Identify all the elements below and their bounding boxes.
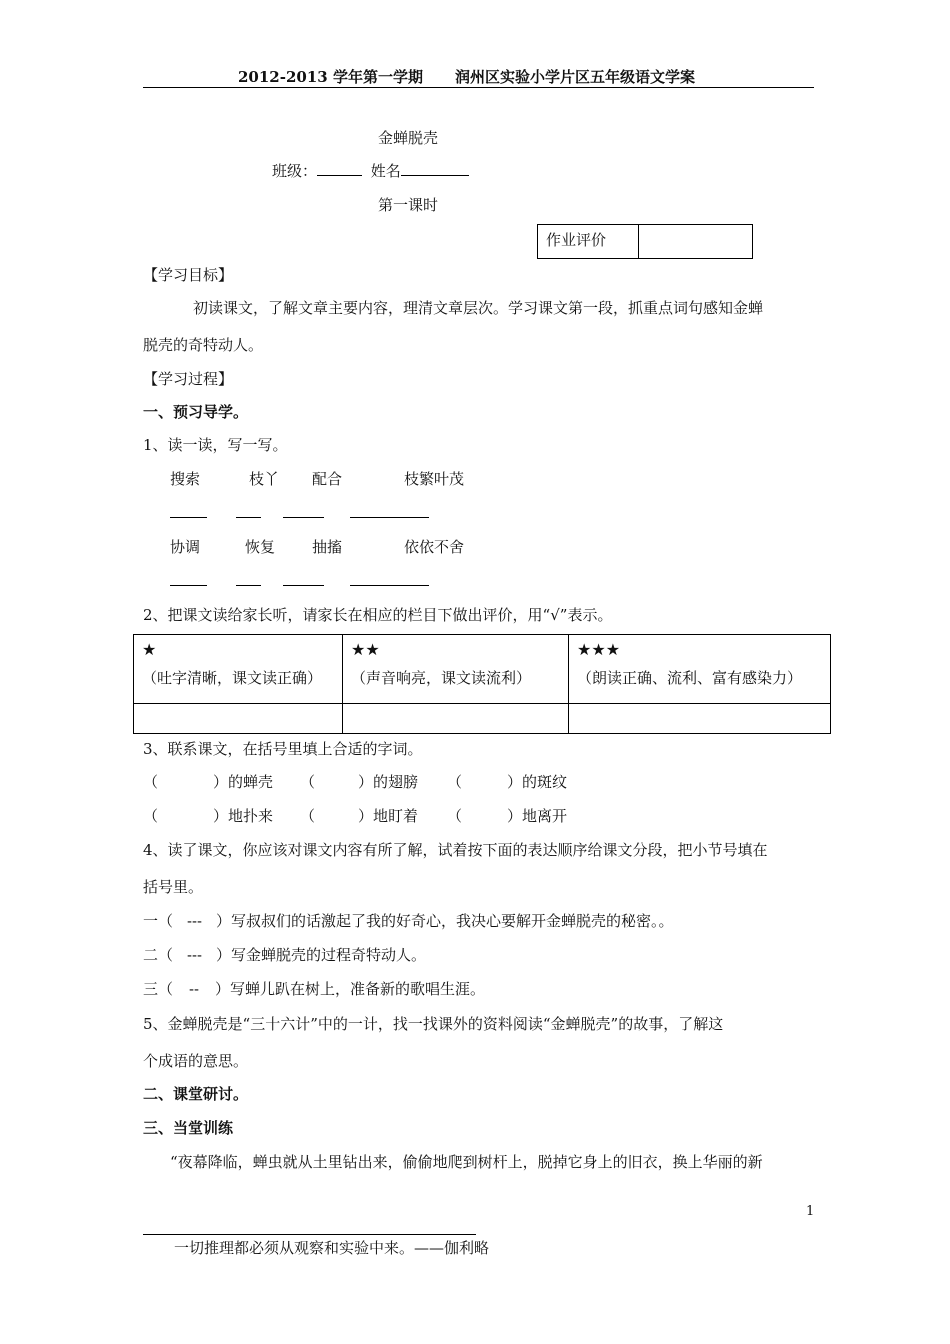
rating-cell-3[interactable] (569, 703, 831, 733)
rating-desc-2: （声音响亮，课文读流利） (351, 669, 532, 687)
word-item: 依依不舍 (404, 538, 465, 556)
fill-item: ）地盯着 (358, 807, 419, 825)
word-item: 搜索 (170, 470, 201, 488)
goals-heading: 【学习目标】 (143, 266, 234, 284)
part-text: 写蝉儿趴在树上，准备新的歌唱生涯。 (230, 980, 486, 998)
fill-item: ）的翅膀 (358, 773, 419, 791)
fill-open-paren: （ (300, 773, 316, 791)
question-2: 2、把课文读给家长听，请家长在相应的栏目下做出评价，用“√”表示。 (143, 606, 613, 624)
rating-header-3 (569, 635, 831, 704)
rating-table (133, 634, 831, 734)
section-practice: 三、当堂训练 (143, 1119, 234, 1137)
fill-open-paren: （ (300, 807, 316, 825)
lesson-label: 第一课时 (378, 196, 439, 214)
page-number: 1 (806, 1204, 815, 1219)
part-close: ） (216, 946, 232, 964)
word-item: 配合 (312, 470, 343, 488)
part-3 (143, 978, 485, 999)
class-blank[interactable] (317, 161, 362, 176)
part-text: 写叔叔们的话激起了我的好奇心，我决心要解开金蝉脱壳的秘密。。 (231, 912, 674, 930)
goals-text-2: 脱壳的奇特动人。 (143, 336, 264, 354)
rating-cell-2[interactable] (343, 703, 569, 733)
question-1: 1、读一读，写一写。 (143, 436, 288, 454)
header-term: 2012-2013 学年第一学期 (238, 68, 423, 86)
question-5-line-1: 5、金蝉脱壳是“三十六计”中的一计，找一找课外的资料阅读“金蝉脱壳”的故事，了解这 (143, 1015, 724, 1033)
homework-eval-cell[interactable] (639, 225, 752, 258)
section-preview: 一、预习导学。 (143, 403, 249, 421)
header-school: 润州区实验小学片区五年级语文学案 (455, 68, 696, 86)
write-blank[interactable] (170, 517, 207, 518)
fill-open-paren: （ (447, 773, 463, 791)
word-item: 枝繁叶茂 (404, 470, 465, 488)
fill-open-paren: （ (447, 807, 463, 825)
part-num: 三（ (143, 980, 174, 998)
footer-rule (143, 1234, 476, 1235)
rating-desc-3: （朗读正确、流利、富有感染力） (577, 669, 803, 687)
fill-open-paren: （ (143, 773, 159, 791)
goals-text-1: 初读课文，了解文章主要内容，理清文章层次。学习课文第一段，抓重点词句感知金蝉 (193, 299, 764, 317)
process-heading: 【学习过程】 (143, 370, 234, 388)
write-blank[interactable] (170, 585, 207, 586)
part-dash[interactable]: --- (187, 947, 203, 964)
question-4-line-2: 括号里。 (143, 878, 204, 896)
rating-header-1 (134, 635, 343, 704)
fill-item: ）的斑纹 (507, 773, 568, 791)
fill-item: ）地扑来 (213, 807, 274, 825)
part-num: 一（ (143, 912, 174, 930)
passage-line: “夜幕降临，蝉虫就从土里钻出来，偷偷地爬到树杆上，脱掉它身上的旧衣，换上华丽的新 (170, 1153, 763, 1171)
word-item: 协调 (170, 538, 201, 556)
question-5-line-2: 个成语的意思。 (143, 1052, 249, 1070)
name-label: 姓名 (370, 162, 401, 180)
question-3: 3、联系课文，在括号里填上合适的字词。 (143, 740, 423, 758)
write-blank[interactable] (350, 585, 429, 586)
part-num: 二（ (143, 946, 174, 964)
part-1 (143, 910, 674, 931)
class-label: 班级： (272, 162, 318, 180)
class-name-line (272, 160, 469, 181)
section-discussion: 二、课堂研讨。 (143, 1085, 249, 1103)
homework-eval-box (537, 224, 753, 259)
word-item: 恢复 (245, 538, 276, 556)
write-blank[interactable] (283, 517, 324, 518)
header-rule (143, 87, 814, 88)
part-close: ） (216, 912, 232, 930)
part-dash[interactable]: --- (187, 913, 203, 930)
write-blank[interactable] (236, 585, 261, 586)
fill-item: ）地离开 (507, 807, 568, 825)
part-text: 写金蝉脱壳的过程奇特动人。 (231, 946, 427, 964)
write-blank[interactable] (236, 517, 261, 518)
word-item: 枝丫 (249, 470, 280, 488)
name-blank[interactable] (401, 161, 469, 176)
word-item: 抽搐 (312, 538, 343, 556)
question-4-line-1: 4、读了课文，你应该对课文内容有所了解，试着按下面的表达顺序给课文分段，把小节号填在 (143, 841, 768, 859)
footer-quote: 一切推理都必须从观察和实验中来。——伽利略 (174, 1239, 490, 1257)
write-blank[interactable] (350, 517, 429, 518)
rating-desc-1: （吐字清晰，课文读正确） (142, 669, 323, 687)
homework-eval-label: 作业评价 (546, 231, 607, 249)
part-close: ） (215, 980, 231, 998)
star-icon: ★★ (351, 640, 380, 659)
rating-header-2 (343, 635, 569, 704)
rating-cell-1[interactable] (134, 703, 343, 733)
star-icon: ★★★ (577, 640, 621, 659)
page-title: 金蝉脱壳 (378, 129, 439, 147)
fill-item: ）的蝉壳 (213, 773, 274, 791)
part-2 (143, 944, 426, 965)
write-blank[interactable] (283, 585, 324, 586)
star-icon: ★ (142, 640, 157, 659)
fill-open-paren: （ (143, 807, 159, 825)
part-dash[interactable]: -- (189, 981, 200, 998)
